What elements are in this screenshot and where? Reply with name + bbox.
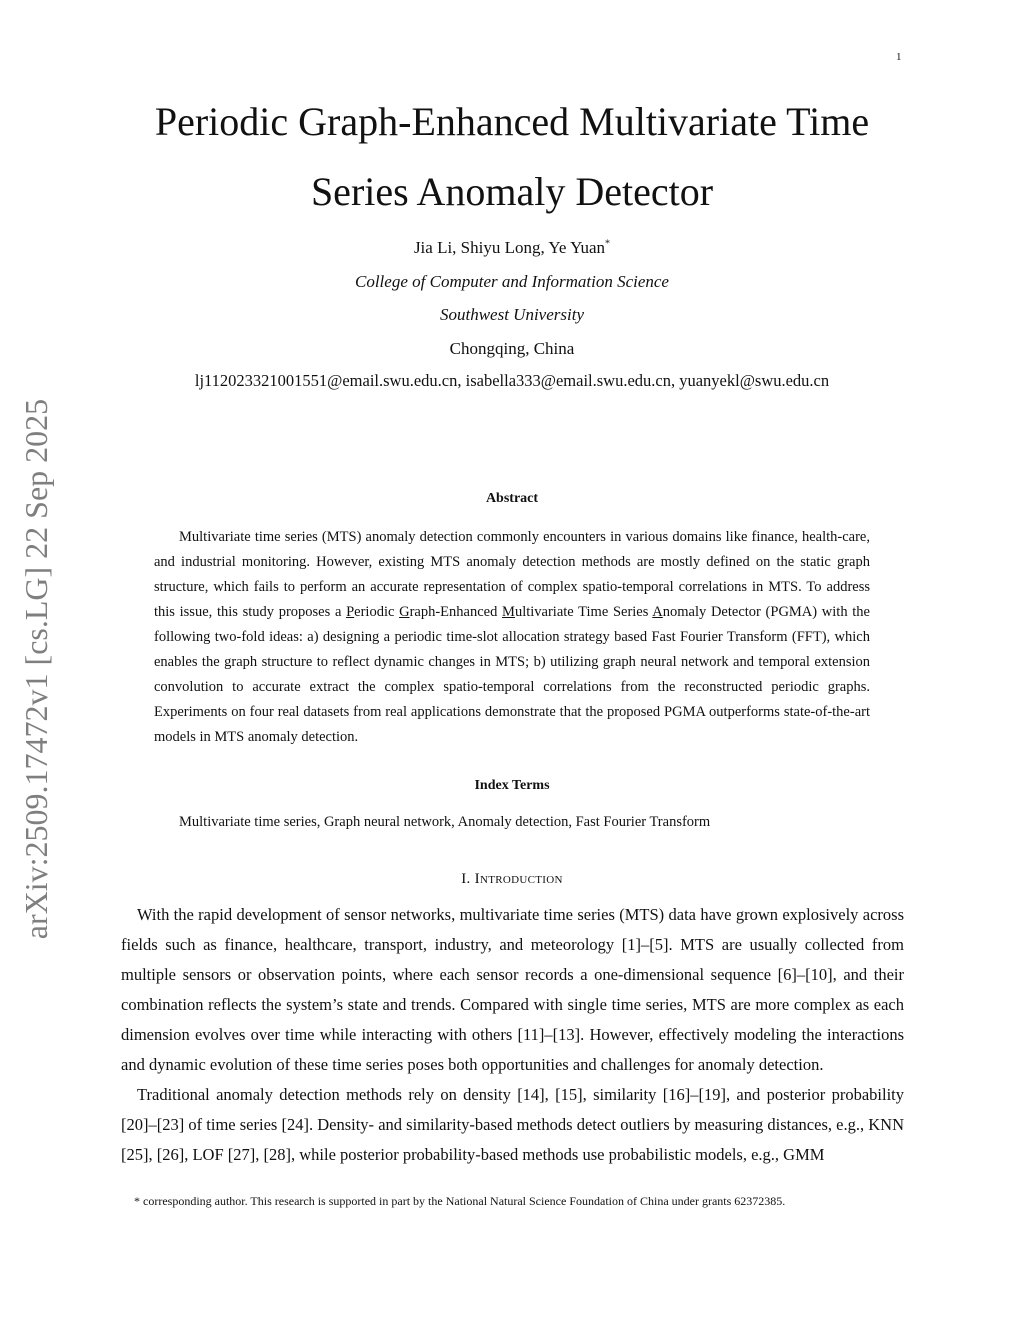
abstract-heading: Abstract [485,491,539,506]
footnote: * corresponding author. This research is supported in part by the National Natural Science Foundation of China under grants 62372385. [134,1194,786,1208]
page-number: 1 [896,51,902,63]
affiliation-college: College of Computer and Information Science [355,272,669,291]
abstract-body: Multivariate time series (MTS) anomaly detection commonly encounters in various domains like finance, health-care, and industrial monitoring. However, existing MTS anomaly detection methods are mostly defined on the static graph structure, which fails to perform an accurate representation of complex spatio-temporal correlations in MTS. To address this issue, this study proposes a Periodic Graph-Enhanced Multivariate Time Series Anomaly Detector (PGMA) with the following two-fold ideas: a) designing a periodic time-slot allocation strategy based Fast Fourier Transform (FFT), which enables the graph structure to reflect dynamic changes in MTS; b) utilizing graph neural network and temporal extension convolution to accurate extract the complex spatio-temporal correlations from the reconstructed periodic graphs. Experiments on four real datasets from real applications demonstrate that the proposed PGMA outperforms state-of-the-art models in MTS anomaly detection. [154,529,870,745]
corresponding-author-mark: * [605,238,611,250]
introduction-paragraph-1: With the rapid development of sensor networks, multivariate time series (MTS) data have grown explosively across fields such as finance, healthcare, transport, industry, and meteorology [1]–[5]. MTS are usually collected from multiple sensors or observation points, where each sensor records a one-dimensional sequence [6]–[10], and their combination reflects the system’s state and trends. Compared with single time series, MTS are more complex as each dimension evolves over time while interacting with others [11]–[13]. However, effectively modeling the interactions and dynamic evolution of these time series poses both opportunities and challenges for anomaly detection. [121,905,904,1074]
index-terms-text: Multivariate time series, Graph neural network, Anomaly detection, Fast Fourier Transform [179,814,711,830]
introduction-paragraph-2: Traditional anomaly detection methods rely on density [14], [15], similarity [16]–[19], and posterior probability [20]–[23] of time series [24]. Density- and similarity-based methods detect outliers by measuring distances, e.g., KNN [25], [26], LOF [27], [28], while posterior probability-based methods use probabilistic models, e.g., GMM [121,1085,904,1164]
introduction-heading: I. Introduction [461,871,563,887]
paper-title-line-2: Series Anomaly Detector [310,169,714,214]
author-list [0,239,1024,256]
author-emails: lj112023321001551@email.swu.edu.cn, isabella333@email.swu.edu.cn, yuanyekl@swu.edu.cn [194,371,830,390]
paper-title-line-1: Periodic Graph-Enhanced Multivariate Time [154,99,870,144]
arxiv-identifier-stamp: arXiv:2509.17472v1 [cs.LG] 22 Sep 2025 [18,398,54,940]
affiliation-location: Chongqing, China [449,339,575,358]
affiliation-university: Southwest University [439,305,584,324]
author-names: Jia Li, Shiyu Long, Ye Yuan [413,238,606,257]
index-terms-heading: Index Terms [474,778,550,793]
